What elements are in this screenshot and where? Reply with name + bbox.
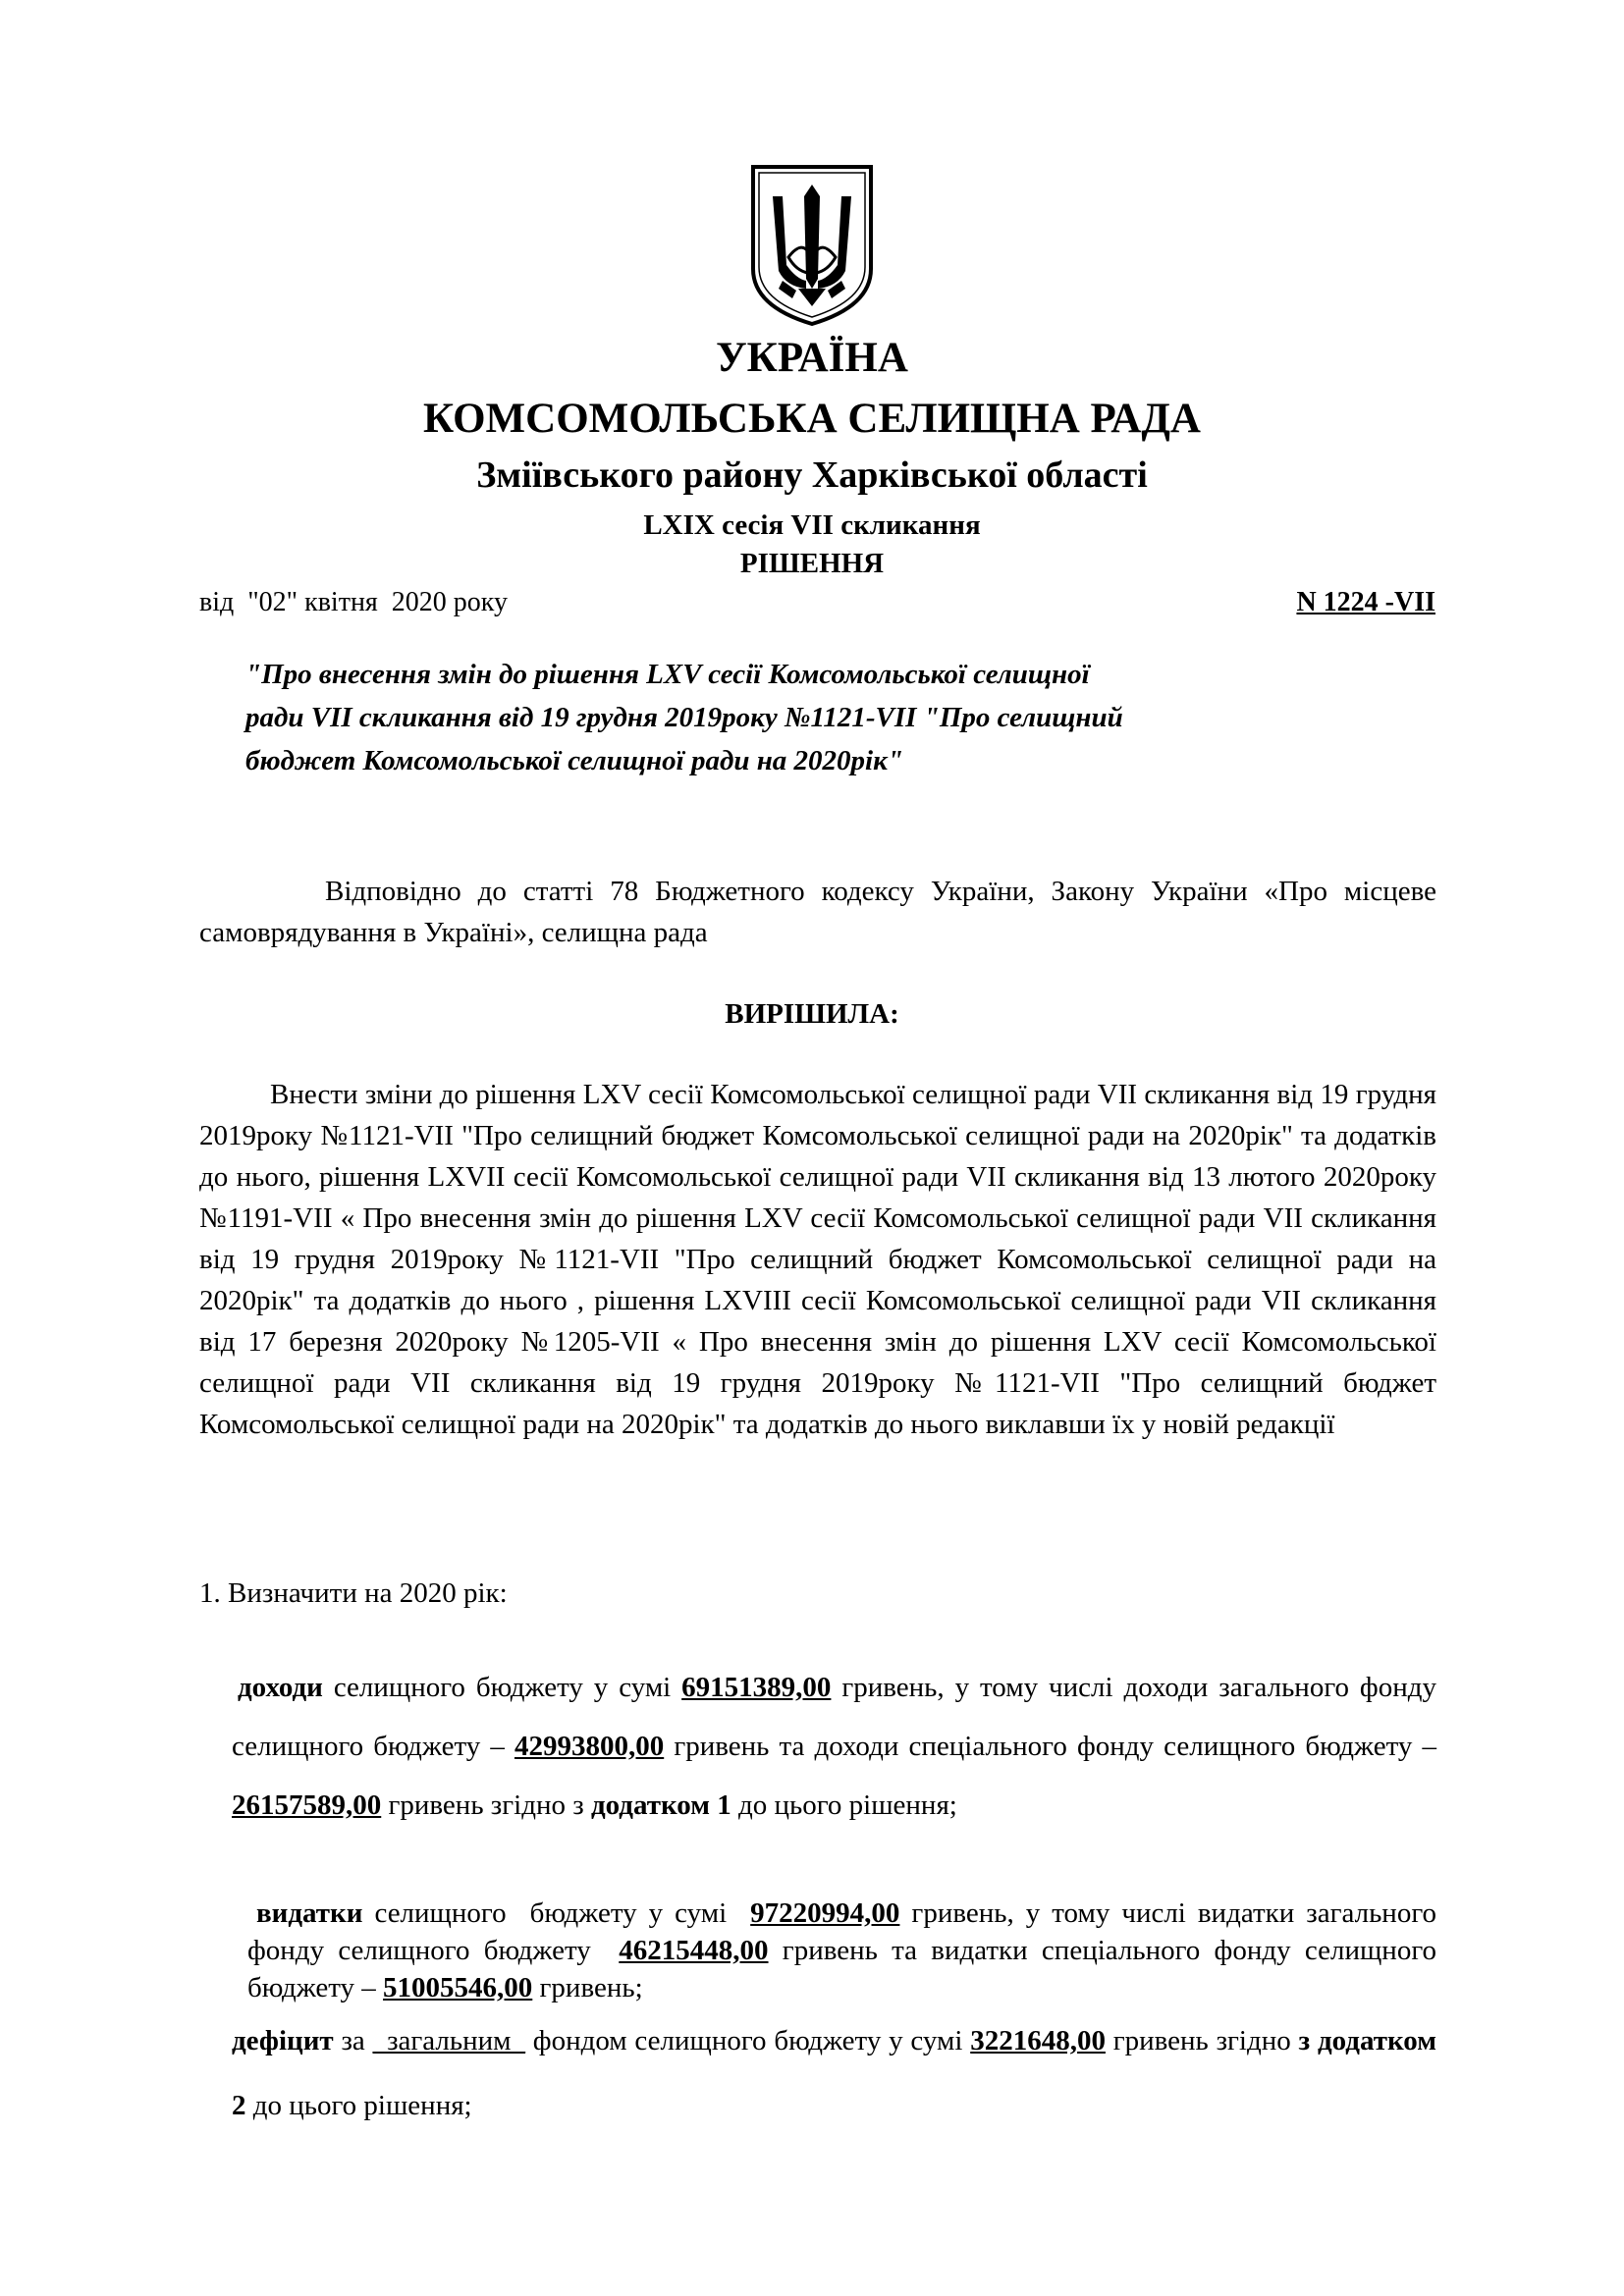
deficit-text-1: за — [333, 2025, 373, 2056]
revenues-paragraph — [232, 1658, 1436, 1835]
deficit-label: дефіцит — [232, 2025, 334, 2056]
header-country: УКРАЇНА — [716, 335, 908, 381]
main-paragraph: Внести зміни до рішення LXV сесії Комсомольської селищної ради VII скликання від 19 грудня 2019року №1121-VII "Про селищний бюджет Комсомольської селищної ради на 2020рік" та додатків до нього, рішення LXVII сесії Комсомольської селищної ради VII скликання від 13 лютого 2020року №1191-VII « Про внесення змін до рішення LXV сесії Комсомольської селищної ради VII скликання від 19 грудня 2019року №1121-VII "Про селищний бюджет Комсомольської селищної ради на 2020рік" та додатків до нього , рішення LXVIII сесії Комсомольської селищної ради VII скликання від 17 березня 2020року №1205-VII « Про внесення змін до рішення LXV сесії Комсомольської селищної ради VII скликання від 19 грудня 2019року №1121-VII "Про селищний бюджет Комсомольської селищної ради на 2020рік" та додатків до нього виклавши їх у новій редакції — [199, 1079, 1436, 1440]
trident-coat-of-arms-icon — [749, 163, 875, 328]
decided-heading: ВИРІШИЛА: — [725, 998, 899, 1030]
expenditures-text-1: селищного бюджету у сумі — [362, 1897, 751, 1929]
decision-title: "Про внесення змін до рішення LXV сесії Комсомольської селищної ради VII скликання від 19 грудня 2019року №1121-VII "Про селищний бюджет Комсомольської селищної ради на 2020рік" — [245, 659, 1123, 776]
deficit-fund: _загальним_ — [372, 2025, 526, 2056]
expenditures-paragraph — [247, 1895, 1444, 2006]
header-doc-type: РІШЕННЯ — [739, 548, 885, 579]
expenditures-general-fund: 46215448,00 — [619, 1935, 769, 1966]
deficit-text-3: гривень згідно — [1105, 2025, 1299, 2056]
revenues-text-2: гривень, у тому числі доходи загального фонду селищного бюджету – — [232, 1672, 1436, 1762]
revenues-general-fund: 42993800,00 — [514, 1731, 665, 1762]
header-council: КОМСОМОЛЬСЬКА СЕЛИЩНА РАДА — [423, 396, 1201, 442]
revenues-text-1: селищного бюджету у сумі — [322, 1672, 682, 1703]
expenditures-label: видатки — [256, 1897, 363, 1929]
expenditures-total: 97220994,00 — [750, 1897, 900, 1929]
deficit-paragraph — [232, 2008, 1436, 2138]
deficit-text-4: до цього рішення; — [245, 2090, 472, 2121]
deficit-annex: з додатком 2 — [232, 2025, 1436, 2121]
revenues-text-3: гривень та доходи спеціального фонду селищного бюджету – — [664, 1731, 1436, 1762]
decision-number: N 1224 -VII — [1296, 587, 1435, 617]
expenditures-special-fund: 51005546,00 — [383, 1972, 533, 2003]
expenditures-text-3: гривень та видатки спеціального фонду селищного бюджету – — [247, 1935, 1444, 2003]
expenditures-text-2: гривень, у тому числі видатки загального фонду селищного бюджету — [247, 1897, 1444, 1966]
item-1-heading: 1. Визначити на 2020 рік: — [199, 1577, 508, 1609]
revenues-text-5: до цього рішення; — [731, 1789, 957, 1821]
revenues-special-fund: 26157589,00 — [232, 1789, 382, 1821]
header-session: LXIX сесія VII скликання — [643, 509, 981, 541]
deficit-amount: 3221648,00 — [970, 2025, 1106, 2056]
revenues-label: доходи — [238, 1672, 323, 1703]
revenues-text-4: гривень згідно з — [381, 1789, 591, 1821]
revenues-total: 69151389,00 — [681, 1672, 832, 1703]
expenditures-text-4: гривень; — [532, 1972, 643, 2003]
revenues-annex: додатком 1 — [590, 1789, 731, 1821]
deficit-text-2: фондом селищного бюджету у сумі — [525, 2025, 971, 2056]
decision-date: від "02" квітня 2020 року — [199, 587, 509, 617]
header-district: Зміївського району Харківської області — [476, 454, 1148, 496]
preamble-paragraph: Відповідно до статті 78 Бюджетного кодексу України, Закону України «Про місцеве самоврядування в Україні», селищна рада — [199, 876, 1436, 948]
